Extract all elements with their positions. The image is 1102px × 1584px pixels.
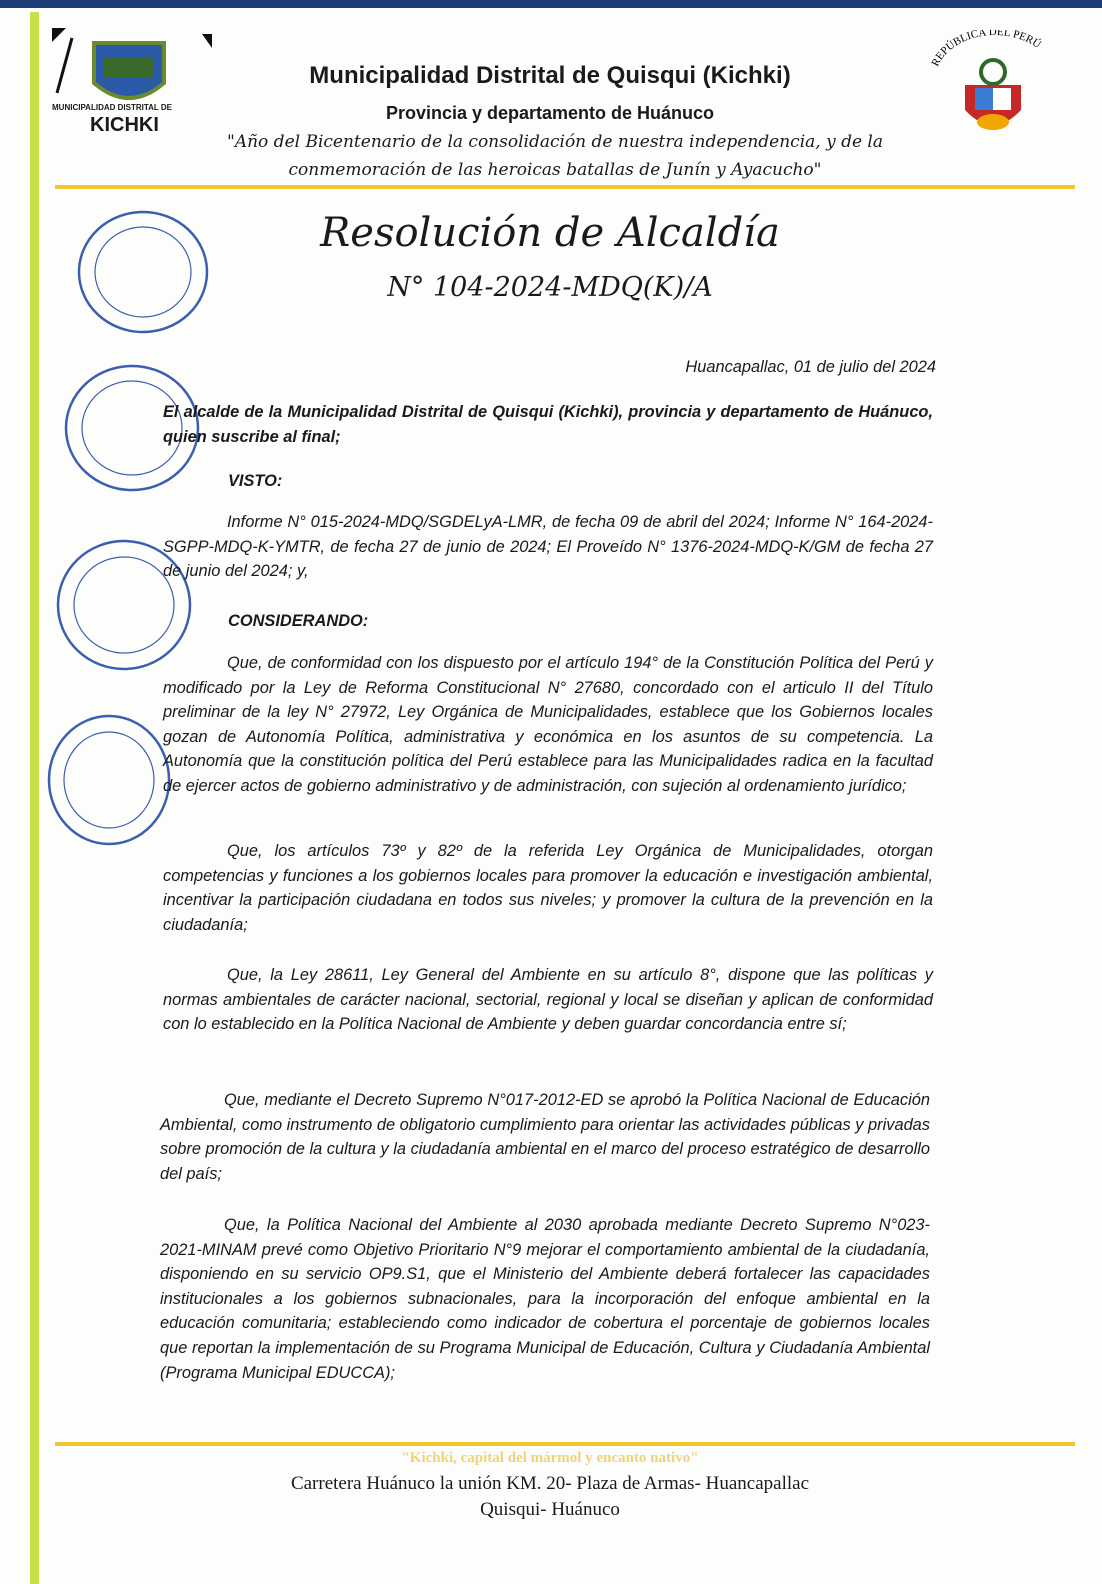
municipality-logo	[52, 28, 217, 148]
considerando-paragraph: Que, mediante el Decreto Supremo N°017-2012-ED se aprobó la Política Nacional de Educación Ambiental, como instrumento de obligatorio cumplimiento para orientar las actividades públicas y privadas sobre promoción de la cultura y la ciudadanía ambiental en el marco del proceso estratégico de desarrollo del país;	[160, 1091, 930, 1183]
footer-slogan: "Kichki, capital del mármol y encanto nativo"	[401, 1450, 699, 1466]
visto-paragraph: Informe N° 015-2024-MDQ/SGDELyA-LMR, de fecha 09 de abril del 2024; Informe N° 164-2024-SGPP-MDQ-K-YMTR, de fecha 27 de junio de 2024; El Proveído N° 1376-2024-MDQ-K/GM de fecha 27 de junio del 2024; y,	[163, 513, 933, 581]
peru-coat-of-arms	[925, 30, 1065, 150]
motto-line-1: "Año del Bicentenario de la consolidación de nuestra independencia, y de la	[227, 132, 883, 152]
left-color-strip	[30, 12, 39, 1584]
scan-edge	[0, 0, 1102, 8]
resolution-title: Resolución de Alcaldía	[320, 210, 780, 256]
intro-paragraph: El alcalde de la Municipalidad Distrital de Quisqui (Kichki), provincia y departamento de Huánuco, quien suscribe al final;	[163, 403, 933, 446]
mayor-stamp	[75, 208, 215, 338]
resolution-number: N° 104-2024-MDQ(K)/A	[387, 272, 713, 303]
logo-text-main: KICHKI	[90, 114, 159, 136]
considerando-paragraph: Que, de conformidad con los dispuesto por el artículo 194° de la Constitución Política del Perú y modificado por la Ley de Reforma Constitucional N° 27680, concordado con el articulo II del Título preliminar de la ley N° 27972, Ley Orgánica de Municipalidades, establece que los Gobiernos locales gozan de Autonomía Política, administrativa y económica en los asuntos de su competencia. La Autonomía que la constitución política del Perú establece para las Municipalidades radica en la facultad de ejercer actos de gobierno administrativo y de administración, con sujeción al ordenamiento jurídico;	[163, 654, 933, 795]
considerando-paragraph: Que, la Ley 28611, Ley General del Ambiente en su artículo 8°, dispone que las políticas y normas ambientales de carácter nacional, sectorial, regional y local se diseñan y aplican de conformidad con lo establecido en la Política Nacional de Ambiente y deben guardar concordancia entre sí;	[163, 966, 933, 1034]
document-date: Huancapallac, 01 de julio del 2024	[685, 358, 936, 376]
municipality-name: Municipalidad Distrital de Quisqui (Kichki)	[309, 62, 791, 89]
considerando-paragraph: Que, los artículos 73º y 82º de la referida Ley Orgánica de Municipalidades, otorgan competencias y funciones a los gobiernos locales para promover la educación e investigación ambiental, incentivar la participación ciudadana en todos sus niveles; y promover la cultura de la prevención en la ciudadanía;	[163, 842, 933, 934]
visto-heading: VISTO:	[228, 472, 283, 490]
header-divider	[55, 185, 1075, 189]
address-line-2: Quisqui- Huánuco	[480, 1499, 620, 1520]
footer-divider	[55, 1442, 1075, 1446]
year-motto	[205, 128, 905, 184]
considerando-paragraph: Que, la Política Nacional del Ambiente al 2030 aprobada mediante Decreto Supremo N°023-2021-MINAM prevé como Objetivo Prioritario N°9 mejorar el comportamiento ambiental de la ciudadanía, disponiendo en su servicio OP9.S1, que el Ministerio del Ambiente deberá fortalecer las capacidades institucionales a los gobiernos subnacionales, para la incorporación del enfoque ambiental en la educación comunitaria; estableciendo como indicador de cobertura el porcentaje de gobiernos locales que reportan la implementación de su Programa Municipal de Educación, Cultura y Ciudadanía Ambiental (Programa Municipal EDUCCA);	[160, 1216, 930, 1382]
address-line-1: Carretera Huánuco la unión KM. 20- Plaza de Armas- Huancapallac	[290, 1473, 810, 1494]
considerando-heading: CONSIDERANDO:	[228, 612, 369, 630]
logo-text-top: MUNICIPALIDAD DISTRITAL DE	[52, 103, 172, 112]
province-subtitle: Provincia y departamento de Huánuco	[385, 103, 715, 123]
subgerencia-stamp	[45, 710, 175, 850]
footer-address	[150, 1471, 950, 1523]
svg-text:REPÚBLICA DEL PERÚ: REPÚBLICA DEL PERÚ	[929, 30, 1043, 69]
motto-line-2: conmemoración de las heroicas batallas de Junín y Ayacucho"	[288, 160, 822, 180]
